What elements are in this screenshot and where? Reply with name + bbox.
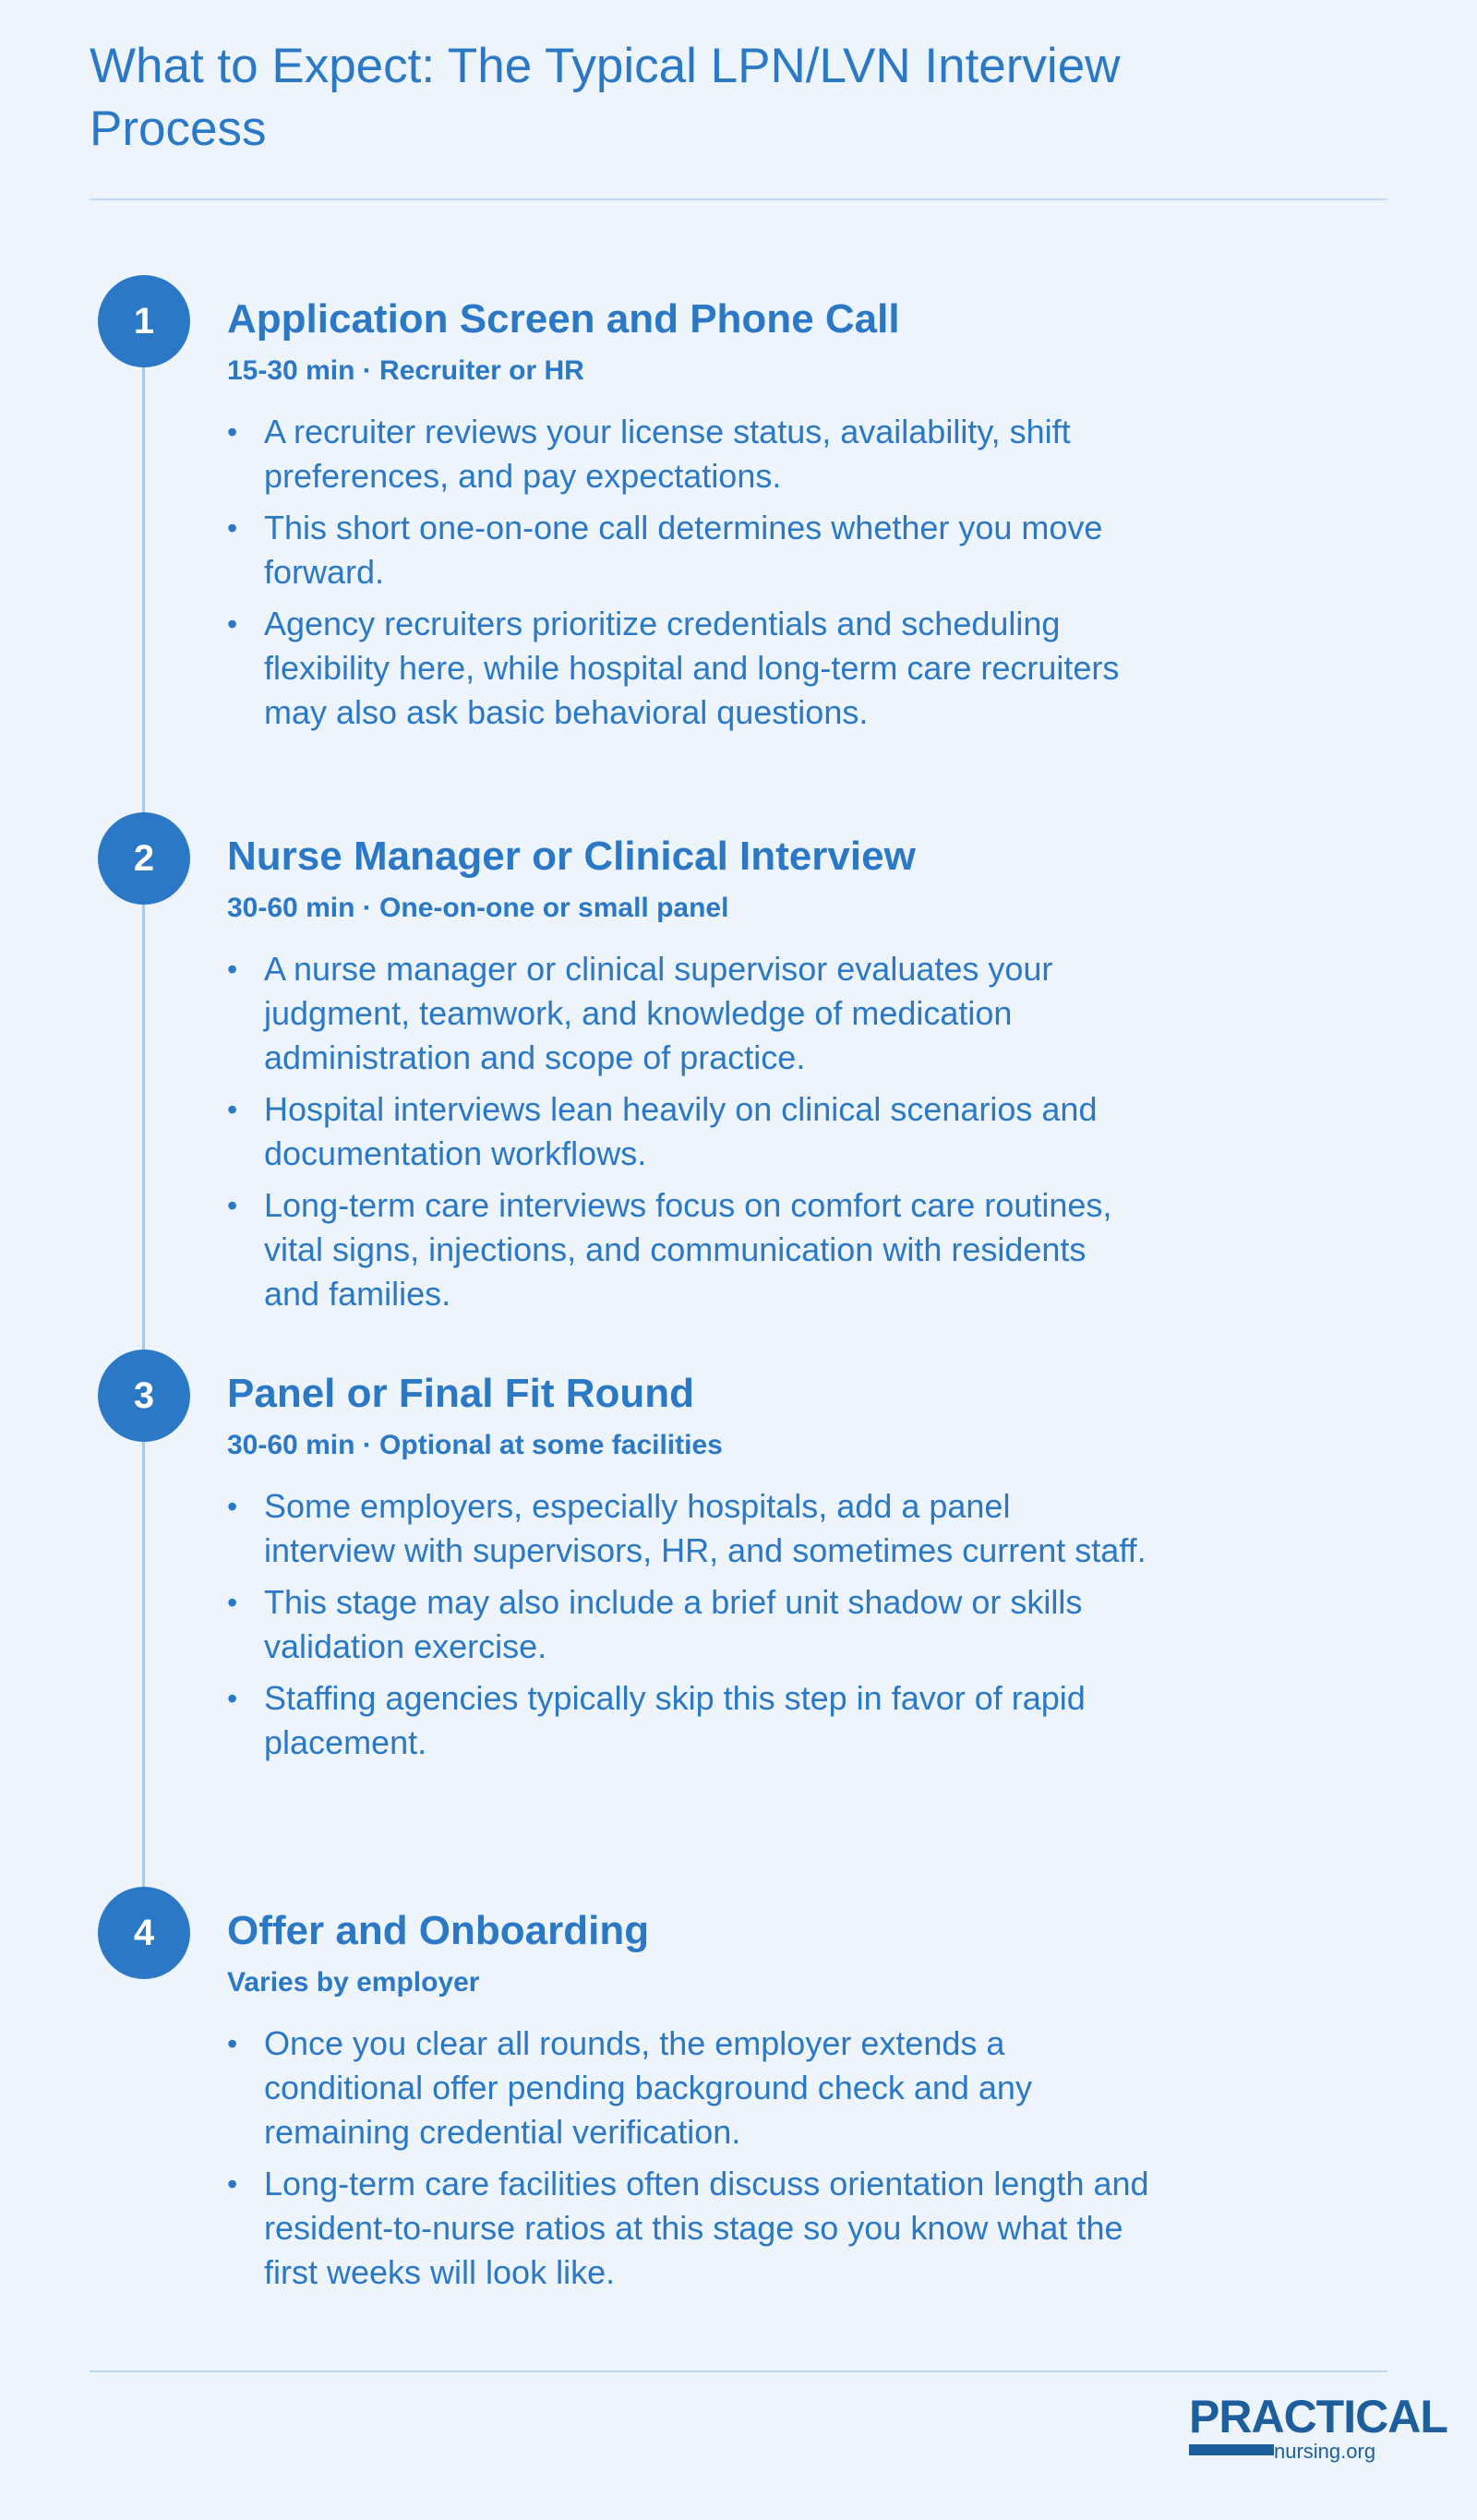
- footer-divider: [90, 2370, 1387, 2372]
- logo-domain: nursing.org: [1274, 2440, 1376, 2463]
- bullet-item: • Long-term care facilities often discuss orientation length and resident-to-nurse ratios at this stage so you know what the first weeks will look like.: [227, 2162, 1150, 2295]
- step-bullet-list: [227, 1484, 1150, 1772]
- step-title: Offer and Onboarding: [227, 1908, 650, 1953]
- bullet-item: • Some employers, especially hospitals, add a panel interview with supervisors, HR, and sometimes current staff.: [227, 1484, 1150, 1573]
- logo-bar: [1189, 2444, 1274, 2455]
- step-meta: 30-60 min · One-on-one or small panel: [227, 893, 729, 923]
- step-meta: 15-30 min · Recruiter or HR: [227, 355, 584, 386]
- step-number-badge: 3: [98, 1350, 190, 1442]
- bullet-item: • This short one-on-one call determines whether you move forward.: [227, 506, 1150, 594]
- bullet-item: • Agency recruiters prioritize credentials and scheduling flexibility here, while hospital and long-term care recruiters may also ask basic behavioral questions.: [227, 602, 1150, 735]
- step-number-badge: 1: [98, 275, 190, 367]
- bullet-item: • Staffing agencies typically skip this step in favor of rapid placement.: [227, 1676, 1150, 1765]
- step-number-badge: 4: [98, 1887, 190, 1979]
- bullet-item: • Once you clear all rounds, the employer extends a conditional offer pending background check and any remaining credential verification.: [227, 2022, 1150, 2154]
- bullet-item: • A recruiter reviews your license status, availability, shift preferences, and pay expectations.: [227, 410, 1150, 498]
- bullet-item: • A nurse manager or clinical supervisor evaluates your judgment, teamwork, and knowledge of medication administration and scope of practice.: [227, 947, 1150, 1080]
- header-divider: [90, 198, 1387, 200]
- step-title: Application Screen and Phone Call: [227, 296, 900, 342]
- page-title: What to Expect: The Typical LPN/LVN Interview Process: [90, 39, 1121, 156]
- bullet-item: • This stage may also include a brief unit shadow or skills validation exercise.: [227, 1580, 1150, 1669]
- logo-wordmark: PRACTICAL: [1189, 2391, 1447, 2442]
- step-number-badge: 2: [98, 812, 190, 905]
- practical-nursing-logo[interactable]: [1189, 2391, 1447, 2465]
- timeline-line: [142, 323, 145, 1892]
- step-title: Panel or Final Fit Round: [227, 1371, 694, 1416]
- step-bullet-list: [227, 947, 1150, 1324]
- bullet-item: • Hospital interviews lean heavily on clinical scenarios and documentation workflows.: [227, 1087, 1150, 1176]
- step-meta: Varies by employer: [227, 1967, 480, 1998]
- step-bullet-list: [227, 2022, 1150, 2302]
- step-title: Nurse Manager or Clinical Interview: [227, 834, 916, 879]
- step-bullet-list: [227, 410, 1150, 742]
- bullet-item: • Long-term care interviews focus on comfort care routines, vital signs, injections, and communication with residents and families.: [227, 1183, 1150, 1316]
- step-meta: 30-60 min · Optional at some facilities: [227, 1430, 723, 1460]
